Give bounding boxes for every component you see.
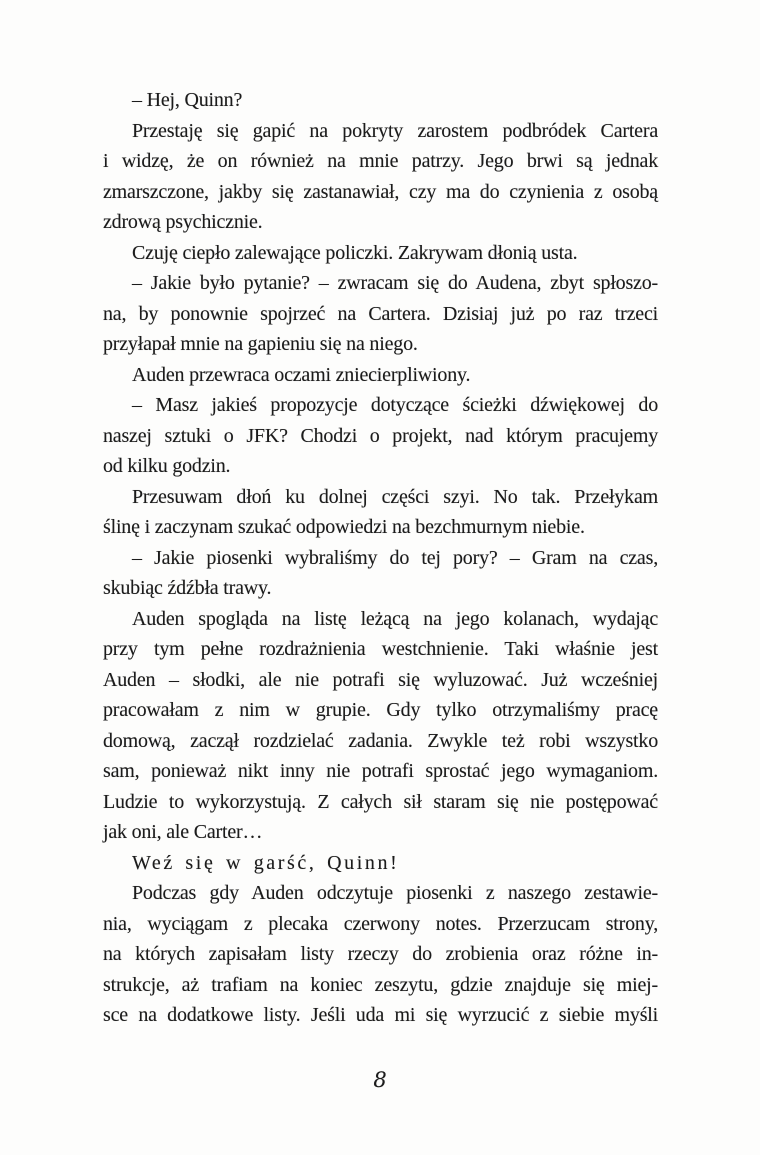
text-line: Przestaję się gapić na pokryty zarostem podbródek Cartera	[132, 119, 658, 142]
text-line: skubiąc źdźbła trawy.	[103, 577, 272, 599]
paragraph	[103, 543, 658, 604]
text-line: Ludzie to wykorzystują. Z całych sił staram się nie postępować	[103, 790, 658, 813]
paragraph	[103, 85, 658, 116]
paragraph	[103, 604, 658, 848]
paragraph	[103, 360, 658, 391]
text-line: pracowałam z nim w grupie. Gdy tylko otrzymaliśmy pracę	[103, 699, 658, 721]
paragraph	[103, 238, 658, 269]
text-line: nia, wyciągam z plecaka czerwony notes. Przerzucam strony,	[103, 912, 658, 935]
text-line: – Jakie piosenki wybraliśmy do tej pory? – Gram na czas,	[132, 546, 658, 569]
text-line: Auden spogląda na listę leżącą na jego kolanach, wydając	[132, 607, 658, 630]
text-line: Przesuwam dłoń ku dolnej części szyi. No tak. Przełykam	[132, 485, 658, 508]
text-line: sce na dodatkowe listy. Jeśli uda mi się wyrzucić z siebie myśli	[103, 1004, 658, 1026]
body-text	[103, 85, 658, 1031]
text-line: ślinę i zaczynam szukać odpowiedzi na bezchmurnym niebie.	[103, 516, 585, 538]
text-line: – Jakie było pytanie? – zwracam się do Audena, zbyt spłoszo-	[132, 272, 658, 294]
text-line: i widzę, że on również na mnie patrzy. Jego brwi są jednak	[103, 150, 658, 172]
text-line: zdrową psychicznie.	[103, 211, 263, 233]
text-line: – Hej, Quinn?	[132, 89, 243, 111]
paragraph	[103, 116, 658, 238]
text-line: Auden przewraca oczami zniecierpliwiony.	[132, 363, 471, 386]
text-line: na których zapisałam listy rzeczy do zrobienia oraz różne in-	[103, 943, 658, 965]
text-line: na, by ponownie spojrzeć na Cartera. Dzisiaj już po raz trzeci	[103, 302, 658, 325]
text-line: naszej sztuki o JFK? Chodzi o projekt, nad którym pracujemy	[103, 424, 658, 447]
text-line: sam, ponieważ nikt inny nie potrafi sprostać jego wymaganiom.	[103, 760, 658, 782]
text-line: Podczas gdy Auden odczytuje piosenki z naszego zestawie-	[132, 882, 658, 904]
paragraph	[103, 848, 658, 879]
paragraph	[103, 390, 658, 482]
text-line: strukcje, aż trafiam na koniec zeszytu, gdzie znajduje się miej-	[103, 973, 658, 996]
text-line: Weź się w garść, Quinn!	[132, 851, 400, 874]
text-line: przyłapał mnie na gapieniu się na niego.	[103, 333, 418, 355]
text-line: od kilku godzin.	[103, 455, 231, 477]
text-line: domową, zaczął rozdzielać zadania. Zwykle też robi wszystko	[103, 729, 658, 752]
paragraph	[103, 878, 658, 1031]
text-line: zmarszczone, jakby się zastanawiał, czy ma do czynienia z osobą	[103, 180, 658, 203]
text-line: Czuję ciepło zalewające policzki. Zakrywam dłonią usta.	[132, 241, 578, 264]
paragraph	[103, 482, 658, 543]
text-line: Auden – słodki, ale nie potrafi się wyluzować. Już wcześniej	[103, 668, 658, 691]
text-line: – Masz jakieś propozycje dotyczące ścieżki dźwiękowej do	[132, 394, 658, 416]
page-number: 8	[373, 1068, 387, 1092]
paragraph	[103, 268, 658, 360]
text-line: przy tym pełne rozdrażnienia westchnienie. Taki właśnie jest	[103, 638, 658, 660]
text-line: jak oni, ale Carter…	[103, 821, 263, 843]
